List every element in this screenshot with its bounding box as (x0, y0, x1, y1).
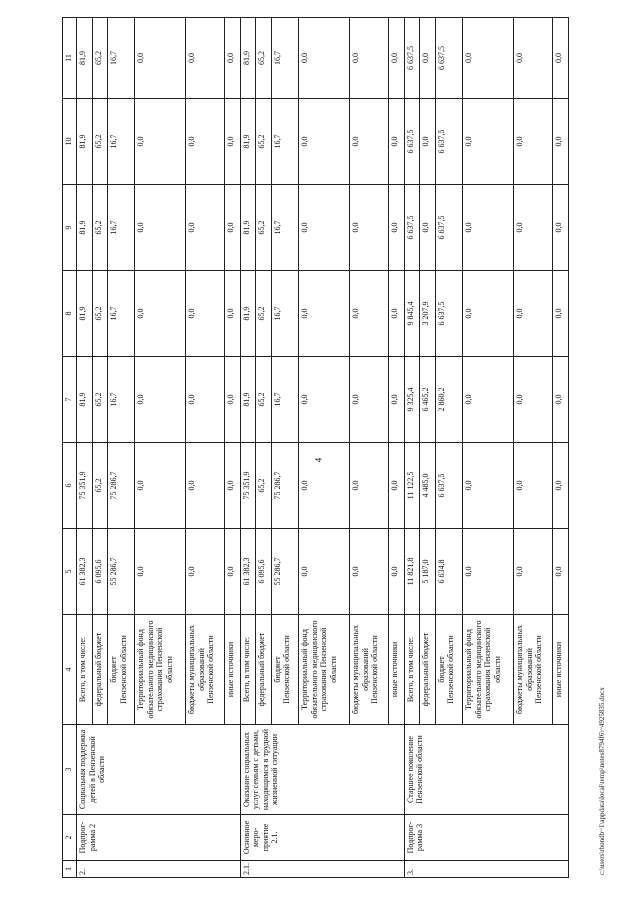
value-cell: 0,0 (553, 99, 569, 185)
page-number: 4 (313, 457, 324, 463)
value-cell: 61 382,3 (77, 529, 93, 615)
value-cell: 16,7 (108, 357, 135, 443)
value-cell: 0,0 (463, 18, 514, 99)
program-name: Подпрог- рамма 2 (77, 815, 241, 861)
value-cell: 5 187,0 (420, 529, 436, 615)
value-cell: 81,9 (240, 271, 256, 357)
value-cell: 0,0 (225, 271, 241, 357)
value-cell: 16,7 (108, 99, 135, 185)
value-cell: 6 637,5 (435, 271, 462, 357)
value-cell: 16,7 (108, 18, 135, 99)
row-number: 2.1. (240, 861, 404, 878)
value-cell: 0,0 (225, 99, 241, 185)
value-cell: 55 286,7 (108, 529, 135, 615)
value-cell: 0,0 (225, 18, 241, 99)
value-cell: 0,0 (389, 18, 405, 99)
value-cell: 81,9 (77, 357, 93, 443)
value-cell: 0,0 (186, 99, 225, 185)
value-cell: 65,2 (256, 18, 272, 99)
value-cell: 6 637,5 (435, 443, 462, 529)
funding-source: иные источники (389, 615, 405, 725)
value-cell: 6 637,5 (404, 185, 420, 271)
value-cell: 81,9 (240, 99, 256, 185)
funding-source: бюджеты муниципальных образований Пензенской области (514, 615, 553, 725)
value-cell: 65,2 (92, 271, 108, 357)
value-cell: 0,0 (514, 99, 553, 185)
value-cell: 9 845,4 (404, 271, 420, 357)
value-cell: 0,0 (389, 529, 405, 615)
value-cell: 65,2 (92, 18, 108, 99)
value-cell: 0,0 (553, 185, 569, 271)
value-cell: 0,0 (389, 443, 405, 529)
value-cell: 0,0 (225, 185, 241, 271)
value-cell: 0,0 (225, 529, 241, 615)
value-cell: 0,0 (350, 185, 389, 271)
column-header: 3 (63, 725, 77, 815)
value-cell: 0,0 (299, 99, 350, 185)
value-cell: 0,0 (389, 357, 405, 443)
value-cell: 0,0 (225, 443, 241, 529)
value-cell: 0,0 (299, 271, 350, 357)
value-cell: 11 122,5 (404, 443, 420, 529)
value-cell: 16,7 (271, 357, 298, 443)
column-header: 5 (63, 529, 77, 615)
value-cell: 65,2 (92, 99, 108, 185)
value-cell: 0,0 (514, 443, 553, 529)
value-cell: 0,0 (186, 443, 225, 529)
value-cell: 0,0 (186, 529, 225, 615)
value-cell: 0,0 (186, 185, 225, 271)
value-cell: 65,2 (256, 99, 272, 185)
column-header: 1 (63, 861, 77, 878)
value-cell: 0,0 (514, 18, 553, 99)
value-cell: 65,2 (256, 271, 272, 357)
value-cell: 0,0 (389, 185, 405, 271)
column-header: 2 (63, 815, 77, 861)
value-cell: 0,0 (350, 18, 389, 99)
value-cell: 65,2 (92, 443, 108, 529)
value-cell: 3 207,9 (420, 271, 436, 357)
column-header: 9 (63, 185, 77, 271)
value-cell: 9 325,4 (404, 357, 420, 443)
value-cell: 0,0 (463, 271, 514, 357)
footer-path: c:\users\rbondb~1\appdata\local\temp\notes8794f6\~4925835.docx (598, 687, 606, 875)
column-header: 6 (63, 443, 77, 529)
table-row (240, 18, 256, 878)
value-cell: 0,0 (186, 18, 225, 99)
column-header: 10 (63, 99, 77, 185)
column-header: 4 (63, 615, 77, 725)
value-cell: 0,0 (463, 443, 514, 529)
value-cell: 0,0 (514, 529, 553, 615)
value-cell: 0,0 (514, 271, 553, 357)
program-title: Оказание социальных услуг семьям с детьми, находящимся в трудной жизненной ситуации (240, 725, 404, 815)
value-cell: 0,0 (420, 99, 436, 185)
value-cell: 0,0 (350, 271, 389, 357)
value-cell: 0,0 (135, 271, 186, 357)
value-cell: 0,0 (350, 443, 389, 529)
value-cell: 75 286,7 (108, 443, 135, 529)
value-cell: 0,0 (350, 99, 389, 185)
value-cell: 0,0 (299, 18, 350, 99)
funding-source: Всего, в том числе: (404, 615, 420, 725)
value-cell: 61 382,3 (240, 529, 256, 615)
value-cell: 6 095,6 (92, 529, 108, 615)
value-cell: 0,0 (463, 357, 514, 443)
value-cell: 0,0 (420, 18, 436, 99)
value-cell: 81,9 (77, 18, 93, 99)
value-cell: 0,0 (463, 99, 514, 185)
value-cell: 81,9 (77, 99, 93, 185)
funding-source: бюджеты муниципальных образований Пензенской области (350, 615, 389, 725)
value-cell: 0,0 (553, 18, 569, 99)
value-cell: 0,0 (420, 185, 436, 271)
value-cell: 16,7 (108, 185, 135, 271)
value-cell: 75 286,7 (271, 443, 298, 529)
value-cell: 6 465,2 (420, 357, 436, 443)
funding-source: Территориальный фонд обязательного медицинского страхования Пензенской области (135, 615, 186, 725)
column-header: 11 (63, 18, 77, 99)
value-cell: 16,7 (271, 185, 298, 271)
column-header: 7 (63, 357, 77, 443)
program-name: Основное меро- приятие 2.1. (240, 815, 404, 861)
value-cell: 6 637,5 (404, 18, 420, 99)
table-body (77, 18, 569, 878)
value-cell: 75 351,9 (77, 443, 93, 529)
value-cell: 0,0 (186, 357, 225, 443)
funding-source: иные источники (553, 615, 569, 725)
value-cell: 6 637,5 (435, 99, 462, 185)
value-cell: 0,0 (389, 99, 405, 185)
funding-source: Всего, в том числе: (77, 615, 93, 725)
funding-source: бюджет Пензенской области (108, 615, 135, 725)
value-cell: 0,0 (553, 271, 569, 357)
value-cell: 65,2 (256, 185, 272, 271)
program-name: Подпрог- рамма 3 (404, 815, 568, 861)
value-cell: 0,0 (514, 357, 553, 443)
value-cell: 0,0 (463, 185, 514, 271)
value-cell: 16,7 (271, 18, 298, 99)
value-cell: 81,9 (77, 185, 93, 271)
value-cell: 81,9 (240, 185, 256, 271)
value-cell: 0,0 (135, 185, 186, 271)
column-header: 8 (63, 271, 77, 357)
value-cell: 0,0 (135, 99, 186, 185)
funding-source: федеральный бюджет (420, 615, 436, 725)
value-cell: 4 485,0 (420, 443, 436, 529)
value-cell: 2 860,2 (435, 357, 462, 443)
budget-table (62, 17, 569, 878)
value-cell: 0,0 (463, 529, 514, 615)
value-cell: 0,0 (225, 357, 241, 443)
value-cell: 0,0 (135, 529, 186, 615)
value-cell: 65,2 (256, 357, 272, 443)
funding-source: федеральный бюджет (256, 615, 272, 725)
value-cell: 16,7 (108, 271, 135, 357)
value-cell: 81,9 (77, 271, 93, 357)
value-cell: 0,0 (135, 357, 186, 443)
value-cell: 65,2 (256, 443, 272, 529)
program-title: Социальная поддержка детей в Пензенской области (77, 725, 241, 815)
value-cell: 0,0 (135, 18, 186, 99)
funding-source: бюджеты муниципальных образований Пензенской области (186, 615, 225, 725)
value-cell: 75 351,9 (240, 443, 256, 529)
value-cell: 0,0 (553, 529, 569, 615)
funding-source: Территориальный фонд обязательного медицинского страхования Пензенской области (299, 615, 350, 725)
funding-source: бюджет Пензенской области (271, 615, 298, 725)
value-cell: 0,0 (350, 529, 389, 615)
value-cell: 0,0 (299, 443, 350, 529)
value-cell: 6 637,5 (435, 185, 462, 271)
value-cell: 0,0 (350, 357, 389, 443)
value-cell: 55 286,7 (271, 529, 298, 615)
value-cell: 6 637,5 (435, 18, 462, 99)
funding-source: Всего, в том числе: (240, 615, 256, 725)
funding-source: Территориальный фонд обязательного медицинского страхования Пензенской области (463, 615, 514, 725)
funding-source: иные источники (225, 615, 241, 725)
value-cell: 16,7 (271, 99, 298, 185)
row-number: 2. (77, 861, 241, 878)
value-cell: 0,0 (299, 529, 350, 615)
value-cell: 6 095,6 (256, 529, 272, 615)
value-cell: 16,7 (271, 271, 298, 357)
value-cell: 81,9 (240, 18, 256, 99)
value-cell: 0,0 (299, 357, 350, 443)
table-row (77, 18, 93, 878)
value-cell: 0,0 (553, 357, 569, 443)
value-cell: 81,9 (240, 357, 256, 443)
value-cell: 11 821,8 (404, 529, 420, 615)
value-cell: 0,0 (299, 185, 350, 271)
value-cell: 0,0 (135, 443, 186, 529)
value-cell: 65,2 (92, 185, 108, 271)
rotated-table-wrapper (62, 18, 569, 878)
funding-source: бюджет Пензенской области (435, 615, 462, 725)
header-row (63, 18, 77, 878)
program-title: Старшее поколение Пензенской области (404, 725, 568, 815)
value-cell: 0,0 (389, 271, 405, 357)
value-cell: 65,2 (92, 357, 108, 443)
funding-source: федеральный бюджет (92, 615, 108, 725)
value-cell: 0,0 (514, 185, 553, 271)
value-cell: 6 634,8 (435, 529, 462, 615)
value-cell: 0,0 (186, 271, 225, 357)
value-cell: 0,0 (553, 443, 569, 529)
value-cell: 6 637,5 (404, 99, 420, 185)
row-number: 3. (404, 861, 568, 878)
table-row (404, 18, 420, 878)
